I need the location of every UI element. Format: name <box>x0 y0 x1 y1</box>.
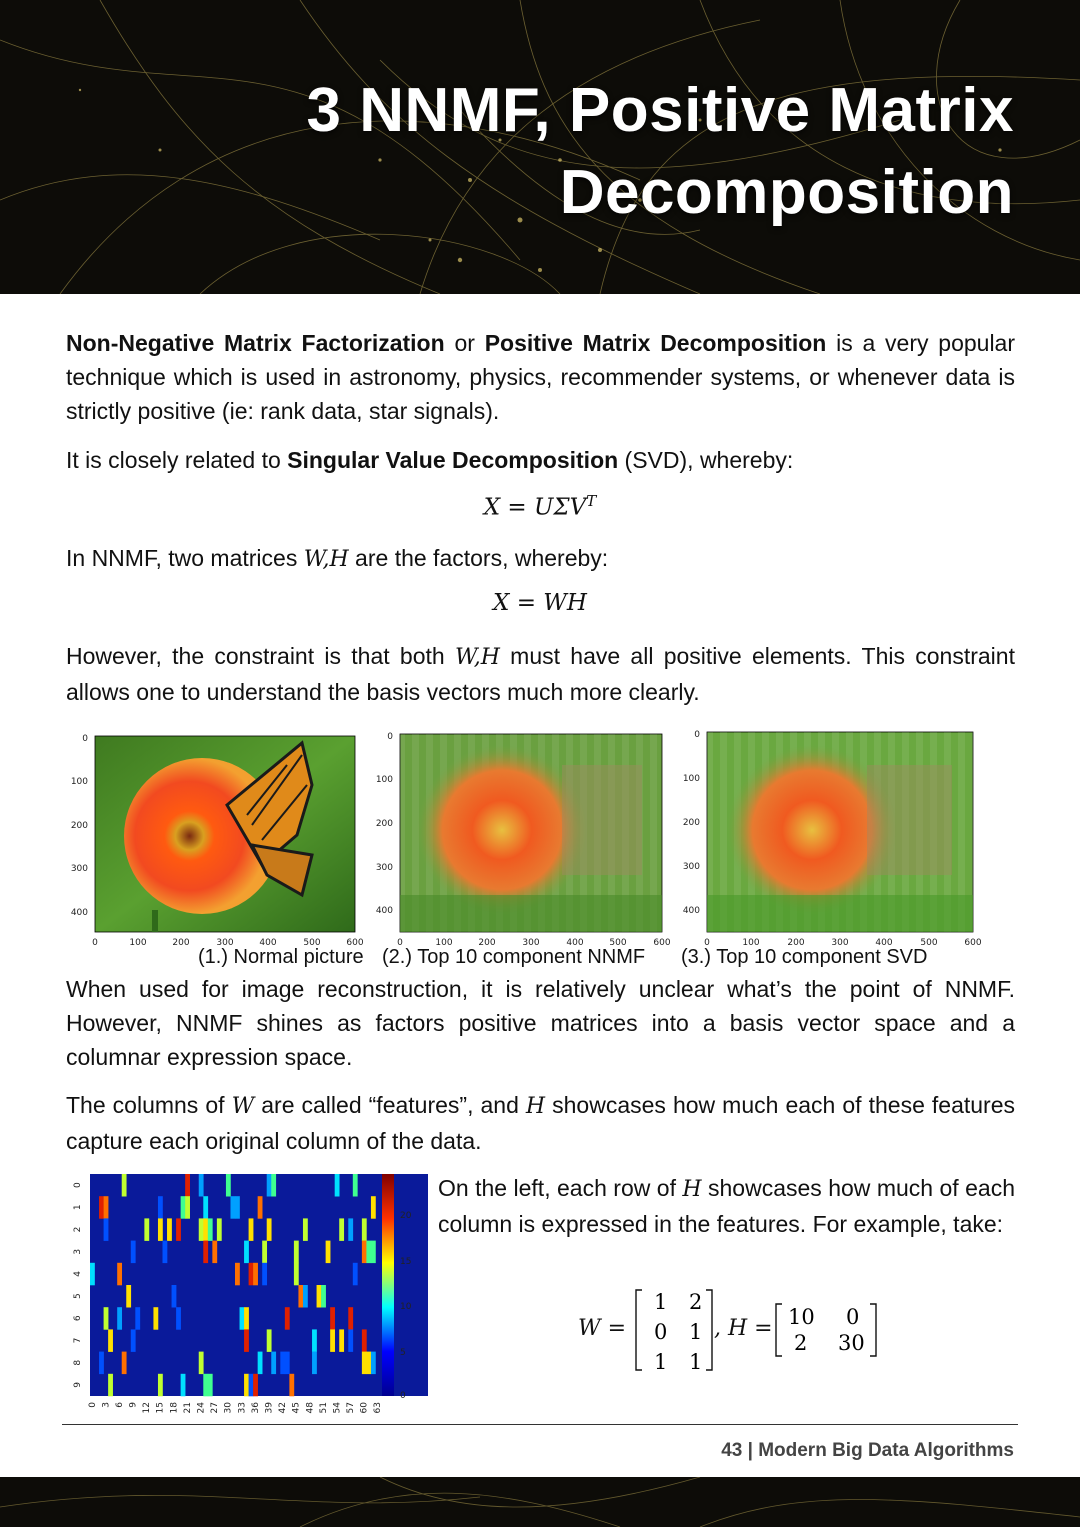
fig2-xtick-200: 200 <box>478 938 496 947</box>
heatmap-cell <box>244 1307 249 1330</box>
heatmap-cell <box>339 1329 344 1352</box>
heatmap-xtick: 36 <box>250 1402 261 1414</box>
heatmap-cell <box>158 1196 163 1219</box>
h-r0-c0: 10 <box>788 1305 815 1329</box>
bottom-banner <box>0 1477 1080 1527</box>
heatmap-cell <box>199 1352 204 1375</box>
reconstruction-figures <box>62 725 1022 947</box>
heatmap-cell <box>176 1218 181 1241</box>
fig2-xtick-0: 0 <box>397 938 403 947</box>
caption-svd: (3.) Top 10 component SVD <box>681 946 928 968</box>
fig2-ytick-400: 400 <box>375 906 393 916</box>
heatmap-h-matrix <box>62 1168 432 1420</box>
heatmap-cell <box>353 1263 358 1286</box>
heatmap-xtick: 3 <box>101 1402 112 1408</box>
heatmap-cell <box>303 1285 308 1308</box>
w-r0-c0: 1 <box>654 1290 668 1314</box>
heatmap-cell <box>131 1241 136 1264</box>
heatmap-ytick: 4 <box>73 1271 83 1277</box>
heatmap-cell <box>153 1307 158 1330</box>
heatmap-cell <box>353 1174 358 1197</box>
heatmap-cell <box>312 1329 317 1352</box>
fig1-ytick-400: 400 <box>70 908 88 918</box>
heatmap-xtick: 45 <box>291 1402 302 1414</box>
columns-paragraph <box>66 1088 1015 1158</box>
heatmap-xtick: 51 <box>318 1402 329 1414</box>
heatmap-cell <box>104 1218 109 1241</box>
heatmap-cell <box>362 1352 367 1375</box>
matrix-w-label: W = <box>578 1316 627 1341</box>
heatmap-cell <box>158 1374 163 1397</box>
fig2-xtick-400: 400 <box>566 938 584 947</box>
heatmap-cell <box>249 1218 254 1241</box>
nnmf-paragraph <box>66 541 1015 577</box>
heatmap-cell <box>99 1196 104 1219</box>
side-paragraph <box>438 1171 1015 1241</box>
heatmap-ytick: 1 <box>73 1204 83 1211</box>
fig3-xtick-500: 500 <box>920 938 938 947</box>
heatmap-cell <box>99 1352 104 1375</box>
heatmap-cell <box>126 1285 131 1308</box>
title-line-2: Decomposition <box>559 158 1014 227</box>
page-title <box>307 70 1014 234</box>
intro-text-2: is a very popular technique which is used in astronomy, physics, recommender systems, or whenever data is strictly positive (ie: rank data, star signals). <box>66 330 1016 424</box>
heatmap-xtick: 60 <box>359 1402 370 1414</box>
fig1-xtick-400: 400 <box>259 938 277 947</box>
heatmap-xtick: 6 <box>114 1402 125 1408</box>
heatmap-cell <box>267 1218 272 1241</box>
fig3-xtick-300: 300 <box>831 938 849 947</box>
heatmap-cell <box>122 1352 127 1375</box>
heatmap-cell <box>267 1174 272 1197</box>
title-line-1: 3 NNMF, Positive Matrix <box>306 76 1014 145</box>
heatmap-cell <box>104 1196 109 1219</box>
heatmap-cell <box>212 1241 217 1264</box>
heatmap-cell <box>208 1374 213 1397</box>
side-text-2: showcases how much of each column is expressed in the features. For example, take: <box>438 1175 1015 1237</box>
header-banner <box>0 0 1080 294</box>
colorbar-tick-10: 10 <box>400 1302 412 1312</box>
heatmap-cell <box>90 1263 95 1286</box>
heatmap-cell <box>104 1307 109 1330</box>
heatmap-cell <box>348 1218 353 1241</box>
bottom-network-decoration <box>0 1477 1080 1527</box>
heatmap-xtick: 42 <box>278 1402 289 1414</box>
constraint-text-1: However, the constraint is that both <box>66 643 455 669</box>
h-r0-c1: 0 <box>846 1305 860 1329</box>
figure-normal-picture <box>95 736 355 932</box>
equation-nnmf: X = WH <box>493 590 587 616</box>
heatmap-cell <box>203 1374 208 1397</box>
heatmap-cell <box>330 1329 335 1352</box>
nnmf-text-1: In NNMF, two matrices <box>66 545 304 571</box>
heatmap-cell <box>366 1352 371 1375</box>
heatmap-xtick: 54 <box>332 1402 343 1414</box>
fig1-ytick-300: 300 <box>70 864 88 874</box>
heatmap-xtick: 9 <box>128 1402 139 1408</box>
fig1-xtick-0: 0 <box>92 938 98 947</box>
h-r1-c1: 30 <box>838 1331 865 1355</box>
w-r1-c1: 1 <box>689 1320 703 1344</box>
h-r1-c0: 2 <box>794 1331 808 1355</box>
heatmap-cell <box>249 1374 254 1397</box>
heatmap-cell <box>348 1329 353 1352</box>
heatmap-cell <box>271 1352 276 1375</box>
fig3-xtick-600: 600 <box>964 938 982 947</box>
heatmap-cell <box>339 1218 344 1241</box>
w-r2-c0: 1 <box>654 1350 668 1374</box>
heatmap-cell <box>240 1307 245 1330</box>
heatmap-cell <box>203 1241 208 1264</box>
fig3-ytick-200: 200 <box>682 818 700 828</box>
heatmap-cell <box>262 1263 267 1286</box>
heatmap-xtick: 39 <box>264 1402 275 1414</box>
heatmap-cell <box>366 1241 371 1264</box>
heatmap-cell <box>217 1218 222 1241</box>
heatmap-cell <box>362 1329 367 1352</box>
heatmap-cell <box>181 1196 186 1219</box>
reconstruction-paragraph: When used for image reconstruction, it is relatively unclear what’s the point of NNMF. However, NNMF shines as factors positive matrices into a basis vector space and a columnar expression space. <box>66 976 1015 1070</box>
heatmap-cell <box>244 1374 249 1397</box>
term-svd: Singular Value Decomposition <box>287 447 619 473</box>
columns-text-3: showcases how much each of these features capture each original column of the data. <box>66 1092 1015 1154</box>
fig3-ytick-400: 400 <box>682 906 700 916</box>
heatmap-cell <box>203 1196 208 1219</box>
heatmap-ytick: 7 <box>73 1337 83 1344</box>
fig1-ytick-100: 100 <box>70 777 88 787</box>
heatmap-colorbar <box>382 1174 394 1396</box>
heatmap-cell <box>321 1285 326 1308</box>
heatmap-cell <box>144 1218 149 1241</box>
heatmap-cell <box>122 1174 127 1197</box>
heatmap-xtick: 27 <box>210 1402 221 1414</box>
w-r1-c0: 0 <box>654 1320 668 1344</box>
heatmap-xtick: 63 <box>373 1402 384 1414</box>
heatmap-cell <box>262 1241 267 1264</box>
heatmap-cell <box>158 1218 163 1241</box>
heatmap-cell <box>371 1241 376 1264</box>
heatmap-cell <box>108 1374 113 1397</box>
heatmap-cell <box>271 1174 276 1197</box>
heatmap-cell <box>348 1307 353 1330</box>
fig2-xtick-600: 600 <box>653 938 671 947</box>
heatmap-cell <box>226 1174 231 1197</box>
fig3-xtick-100: 100 <box>742 938 760 947</box>
svd-text-2: (SVD), whereby: <box>618 447 794 473</box>
math-wh-2: W,H <box>454 645 500 670</box>
fig2-ytick-300: 300 <box>375 863 393 873</box>
colorbar-tick-20: 20 <box>400 1211 412 1221</box>
w-r0-c1: 2 <box>689 1290 703 1314</box>
fig3-ytick-100: 100 <box>682 774 700 784</box>
intro-paragraph <box>66 326 1015 428</box>
heatmap-ytick: 0 <box>73 1182 83 1188</box>
math-wh: W,H <box>303 547 349 572</box>
math-h-2: H <box>682 1177 702 1202</box>
page-footer: 43 | Modern Big Data Algorithms <box>721 1440 1014 1461</box>
heatmap-cell <box>163 1241 168 1264</box>
heatmap-xtick: 21 <box>182 1402 193 1414</box>
fig1-ytick-200: 200 <box>70 821 88 831</box>
matrix-h-label: , H = <box>714 1316 773 1341</box>
columns-text-1: The columns of <box>66 1092 232 1118</box>
caption-nnmf: (2.) Top 10 component NNMF <box>382 946 646 968</box>
heatmap-cell <box>312 1352 317 1375</box>
heatmap-cell <box>285 1352 290 1375</box>
fig2-ytick-200: 200 <box>375 819 393 829</box>
figure-nnmf <box>400 734 662 932</box>
heatmap-cell <box>335 1174 340 1197</box>
heatmap-cell <box>208 1218 213 1241</box>
fig3-xtick-200: 200 <box>787 938 805 947</box>
svd-paragraph <box>66 443 1015 477</box>
heatmap-cell <box>258 1196 263 1219</box>
equation-svd <box>0 492 1080 521</box>
constraint-text-2: must have all positive elements. This constraint allows one to understand the basis vectors much more clearly. <box>66 643 1015 705</box>
heatmap-xtick: 24 <box>196 1402 207 1414</box>
figure-svd <box>707 732 973 932</box>
heatmap-cell <box>108 1329 113 1352</box>
colorbar-tick-5: 5 <box>400 1348 406 1358</box>
fig3-ytick-0: 0 <box>694 730 700 740</box>
matrix-h <box>774 1300 878 1360</box>
heatmap-cell <box>172 1285 177 1308</box>
fig2-ytick-100: 100 <box>375 775 393 785</box>
heatmap-ytick: 2 <box>73 1226 83 1233</box>
math-w: W <box>231 1094 255 1119</box>
heatmap-cell <box>235 1196 240 1219</box>
math-h: H <box>525 1094 546 1119</box>
heatmap-cell <box>317 1285 322 1308</box>
heatmap-cell <box>117 1307 122 1330</box>
side-text-1: On the left, each row of <box>438 1175 683 1201</box>
heatmap-cell <box>230 1196 235 1219</box>
heatmap-xtick: 12 <box>142 1402 153 1414</box>
heatmap-cell <box>285 1307 290 1330</box>
fig3-xtick-400: 400 <box>875 938 893 947</box>
colorbar-tick-15: 15 <box>400 1257 412 1267</box>
heatmap-cell <box>326 1241 331 1264</box>
colorbar-tick-0: 0 <box>400 1391 406 1401</box>
w-r2-c1: 1 <box>689 1350 703 1374</box>
heatmap-xtick: 30 <box>223 1402 234 1414</box>
heatmap-cell <box>185 1174 190 1197</box>
heatmap-cell <box>330 1307 335 1330</box>
heatmap-cell <box>289 1374 294 1397</box>
fig1-ytick-0: 0 <box>82 734 88 744</box>
heatmap-ytick: 6 <box>73 1315 83 1322</box>
fig1-xtick-100: 100 <box>129 938 147 947</box>
fig2-xtick-100: 100 <box>435 938 453 947</box>
equation-svd-transpose: T <box>586 492 597 510</box>
heatmap-cell <box>362 1218 367 1241</box>
heatmap-cell <box>181 1374 186 1397</box>
heatmap-xtick: 0 <box>87 1402 98 1408</box>
fig1-xtick-200: 200 <box>172 938 190 947</box>
heatmap-cell <box>199 1218 204 1241</box>
heatmap-cell <box>294 1263 299 1286</box>
heatmap-ytick: 8 <box>73 1359 83 1366</box>
heatmap-cell <box>244 1241 249 1264</box>
heatmap-cell <box>303 1218 308 1241</box>
matrix-w <box>634 1286 714 1374</box>
heatmap-cell <box>244 1329 249 1352</box>
caption-normal-picture: (1.) Normal picture <box>198 946 364 968</box>
heatmap-cell <box>371 1352 376 1375</box>
heatmap-cell <box>117 1263 122 1286</box>
heatmap-xtick: 18 <box>169 1402 180 1414</box>
heatmap-ytick: 9 <box>73 1382 83 1388</box>
fig3-ytick-300: 300 <box>682 862 700 872</box>
heatmap-cell <box>199 1174 204 1197</box>
footer-divider <box>62 1424 1018 1425</box>
fig3-xtick-0: 0 <box>704 938 710 947</box>
heatmap-ytick: 5 <box>73 1293 83 1299</box>
heatmap-xtick: 33 <box>237 1402 248 1414</box>
heatmap-cell <box>258 1352 263 1375</box>
heatmap-cell <box>135 1307 140 1330</box>
nnmf-text-2: are the factors, whereby: <box>348 545 609 571</box>
heatmap-cell <box>167 1218 172 1241</box>
term-pmd: Positive Matrix Decomposition <box>484 330 827 356</box>
fig1-xtick-500: 500 <box>303 938 321 947</box>
intro-text-1: or <box>444 330 485 356</box>
heatmap-cell <box>267 1329 272 1352</box>
heatmap-cell <box>203 1218 208 1241</box>
heatmap-cell <box>362 1241 367 1264</box>
term-nnmf: Non-Negative Matrix Factorization <box>66 330 445 356</box>
fig1-xtick-300: 300 <box>216 938 234 947</box>
heatmap-cell <box>235 1263 240 1286</box>
heatmap-cell <box>298 1285 303 1308</box>
heatmap-cell <box>253 1374 258 1397</box>
fig2-ytick-0: 0 <box>387 732 393 742</box>
heatmap-cell <box>294 1241 299 1264</box>
constraint-paragraph <box>66 639 1015 709</box>
heatmap-cell <box>280 1352 285 1375</box>
fig1-xtick-600: 600 <box>346 938 364 947</box>
fig2-xtick-500: 500 <box>609 938 627 947</box>
heatmap-cell <box>253 1263 258 1286</box>
heatmap-cell <box>131 1329 136 1352</box>
heatmap-xtick: 48 <box>305 1402 316 1414</box>
heatmap-cell <box>176 1307 181 1330</box>
heatmap-xtick: 57 <box>346 1402 357 1414</box>
heatmap-xtick: 15 <box>155 1402 166 1414</box>
heatmap-cell <box>371 1196 376 1219</box>
heatmap-cell <box>249 1263 254 1286</box>
svd-text-1: It is closely related to <box>66 447 288 473</box>
equation-svd-body: X = UΣV <box>483 494 587 521</box>
heatmap-cell <box>185 1196 190 1219</box>
columns-text-2: are called “features”, and <box>254 1092 526 1118</box>
heatmap-ytick: 3 <box>73 1248 83 1255</box>
fig2-xtick-300: 300 <box>522 938 540 947</box>
